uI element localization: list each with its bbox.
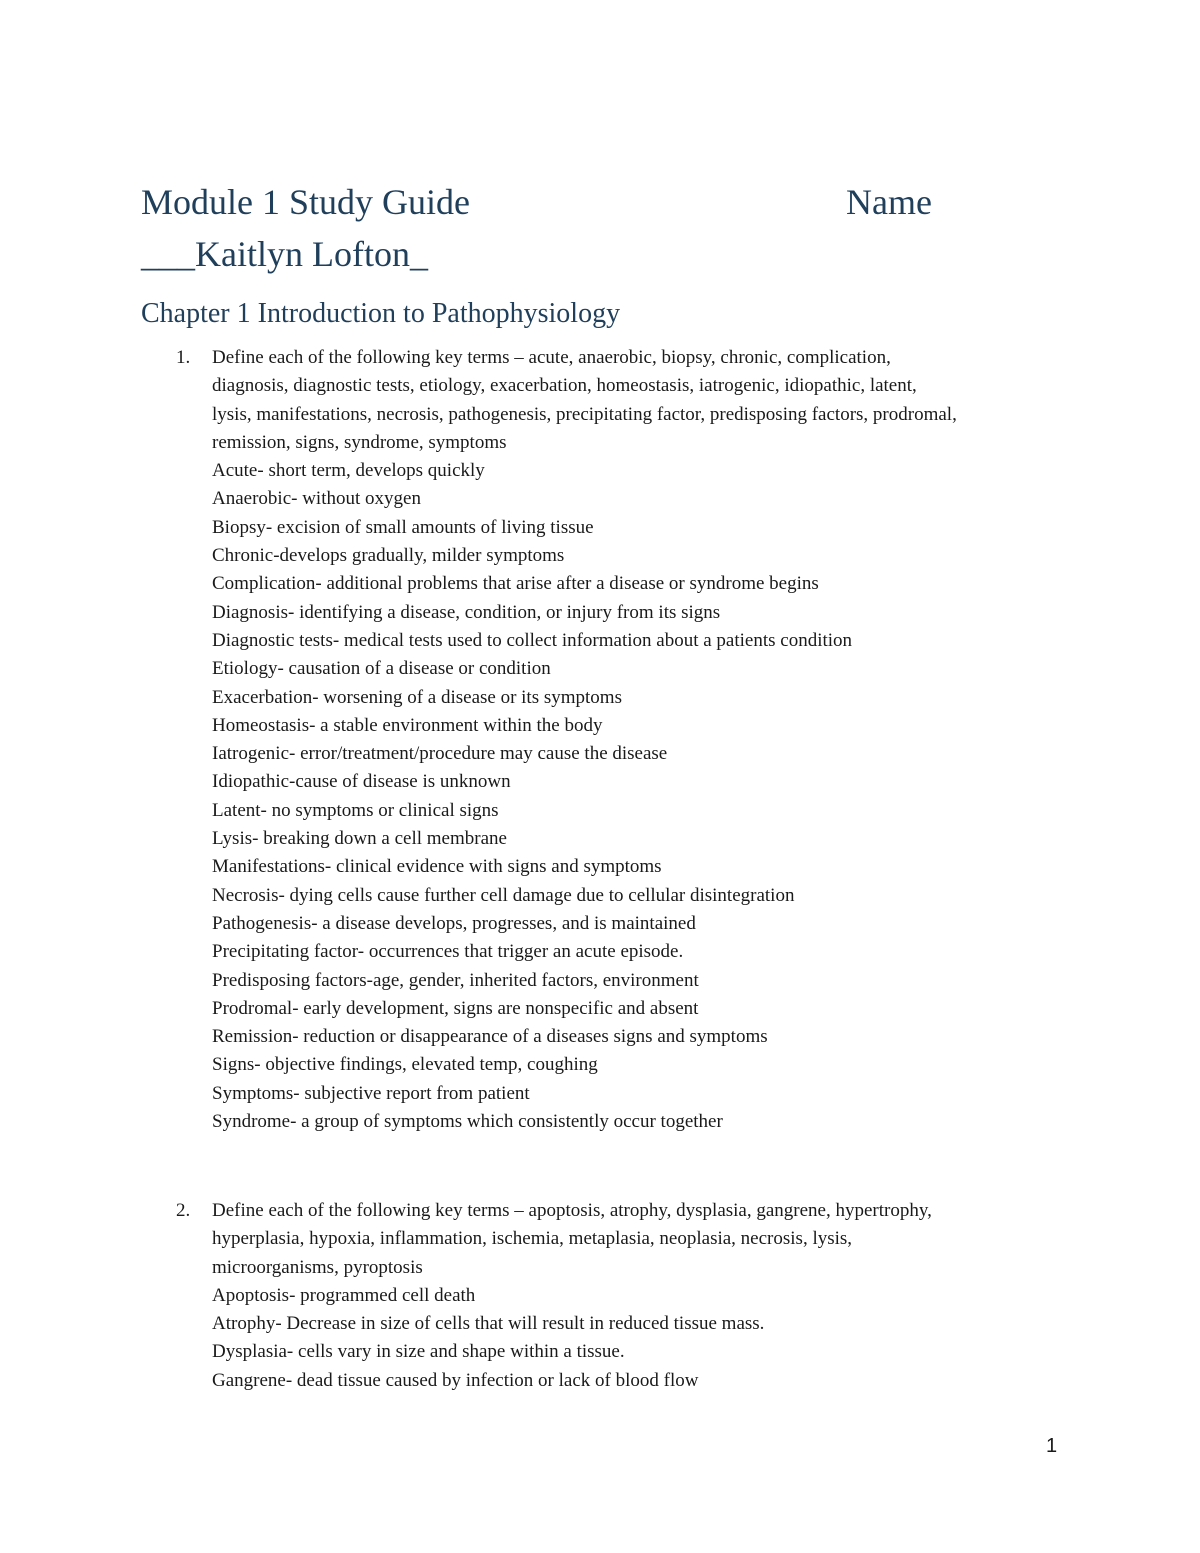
question-number: 2. xyxy=(176,1200,191,1221)
question-list-2 xyxy=(141,1197,1071,1395)
definition-line: Chronic-develops gradually, milder symptoms xyxy=(212,545,565,567)
chapter-heading: Chapter 1 Introduction to Pathophysiology xyxy=(141,298,621,329)
question-line: Define each of the following key terms – acute, anaerobic, biopsy, chronic, complication, xyxy=(212,347,891,368)
definition-line: Signs- objective findings, elevated temp, coughing xyxy=(212,1054,598,1076)
question-line: Define each of the following key terms – apoptosis, atrophy, dysplasia, gangrene, hypertrophy, xyxy=(212,1200,932,1221)
definition-line: Latent- no symptoms or clinical signs xyxy=(212,799,499,821)
question-line: hyperplasia, hypoxia, inflammation, ischemia, metaplasia, neoplasia, necrosis, lysis, xyxy=(212,1228,853,1250)
definition-line: Pathogenesis- a disease develops, progresses, and is maintained xyxy=(212,912,696,934)
question-line: lysis, manifestations, necrosis, pathogenesis, precipitating factor, predisposing factors, prodromal, xyxy=(212,403,957,425)
definition-line: Lysis- breaking down a cell membrane xyxy=(212,828,507,850)
document-title: Module 1 Study Guide xyxy=(141,182,470,222)
definition-line: Gangrene- dead tissue caused by infection or lack of blood flow xyxy=(212,1369,699,1391)
name-label: Name xyxy=(846,182,932,222)
definition-line: Exacerbation- worsening of a disease or its symptoms xyxy=(212,686,622,708)
definition-line: Diagnostic tests- medical tests used to collect information about a patients condition xyxy=(212,629,853,651)
definition-line: Necrosis- dying cells cause further cell damage due to cellular disintegration xyxy=(212,884,795,906)
question-line: microorganisms, pyroptosis xyxy=(212,1256,423,1278)
definition-line: Anaerobic- without oxygen xyxy=(212,488,421,510)
definition-line: Predisposing factors-age, gender, inherited factors, environment xyxy=(212,969,699,991)
definition-line: Acute- short term, develops quickly xyxy=(212,460,485,482)
definition-line: Iatrogenic- error/treatment/procedure may cause the disease xyxy=(212,743,668,765)
page-number: 1 xyxy=(1046,1435,1058,1457)
definition-line: Remission- reduction or disappearance of a diseases signs and symptoms xyxy=(212,1026,768,1048)
definition-line: Prodromal- early development, signs are nonspecific and absent xyxy=(212,997,699,1019)
definition-line: Manifestations- clinical evidence with signs and symptoms xyxy=(212,856,662,878)
definition-line: Atrophy- Decrease in size of cells that will result in reduced tissue mass. xyxy=(212,1313,765,1335)
question-line: remission, signs, syndrome, symptoms xyxy=(212,431,507,453)
definition-line: Complication- additional problems that arise after a disease or syndrome begins xyxy=(212,573,819,595)
definition-line: Diagnosis- identifying a disease, condition, or injury from its signs xyxy=(212,601,721,623)
definition-line: Precipitating factor- occurrences that trigger an acute episode. xyxy=(212,941,684,963)
definition-line: Etiology- causation of a disease or condition xyxy=(212,658,551,680)
title-row xyxy=(141,178,961,228)
question-line: diagnosis, diagnostic tests, etiology, exacerbation, homeostasis, iatrogenic, idiopathic, latent, xyxy=(212,375,917,397)
definition-line: Syndrome- a group of symptoms which consistently occur together xyxy=(212,1111,723,1133)
question-item xyxy=(141,1197,1071,1395)
definition-line: Apoptosis- programmed cell death xyxy=(212,1284,476,1306)
definition-line: Dysplasia- cells vary in size and shape within a tissue. xyxy=(212,1341,625,1363)
definition-line: Homeostasis- a stable environment within the body xyxy=(212,714,603,736)
definition-line: Idiopathic-cause of disease is unknown xyxy=(212,771,511,793)
student-name: ___Kaitlyn Lofton_ xyxy=(141,234,428,274)
definition-line: Biopsy- excision of small amounts of living tissue xyxy=(212,516,594,538)
definition-line: Symptoms- subjective report from patient xyxy=(212,1082,530,1104)
question-list-1 xyxy=(141,344,1071,1136)
question-number: 1. xyxy=(176,347,191,368)
question-item xyxy=(141,344,1071,1136)
